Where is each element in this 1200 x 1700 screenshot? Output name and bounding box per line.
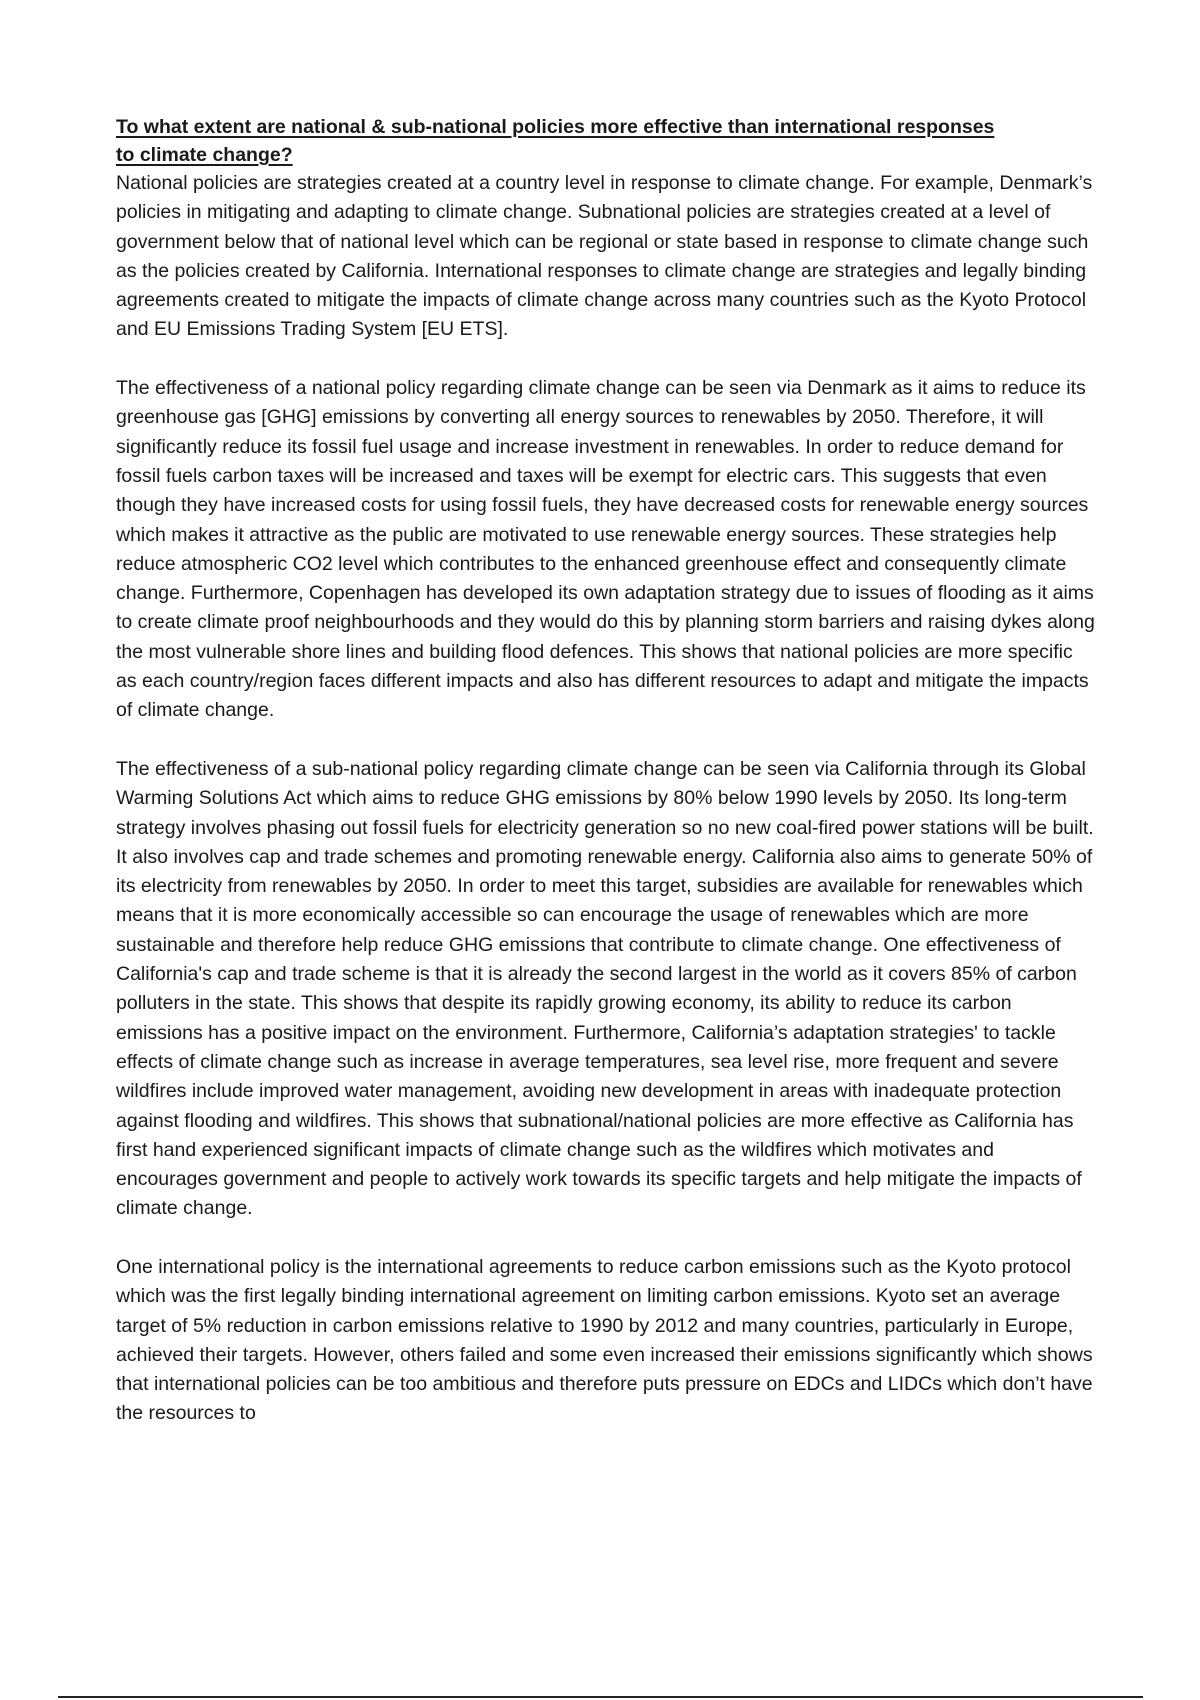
page-bottom-divider: [58, 1696, 1143, 1698]
paragraph-introduction: National policies are strategies created at a country level in response to climate change. For example, Denmark’s policies in mitigating and adapting to climate change. Subnational policies are strategies created at a level of government below that of national level which can be regional or state based in response to climate change such as the policies created by California. International responses to climate change are strategies and legally binding agreements created to mitigate the impacts of climate change across many countries such as the Kyoto Protocol and EU Emissions Trading System [EU ETS].: [116, 172, 1093, 341]
paragraph-subnational-policy: The effectiveness of a sub-national policy regarding climate change can be seen via California through its Global Warming Solutions Act which aims to reduce GHG emissions by 80% below 1990 levels by 2050. Its long-term strategy involves phasing out fossil fuels for electricity generation so no new coal-fired power stations will be built. It also involves cap and trade schemes and promoting renewable energy. California also aims to generate 50% of its electricity from renewables by 2050. In order to meet this target, subsidies are available for renewables which means that it is more economically accessible so can encourage the usage of renewables which are more sustainable and therefore help reduce GHG emissions that contribute to climate change. One effectiveness of California's cap and trade scheme is that it is already the second largest in the world as it covers 85% of carbon polluters in the state. This shows that despite its rapidly growing economy, its ability to reduce its carbon emissions has a positive impact on the environment. Furthermore, California’s adaptation strategies' to tackle effects of climate change such as increase in average temperatures, sea level rise, more frequent and severe wildfires include improved water management, avoiding new development in areas with inadequate protection against flooding and wildfires. This shows that subnational/national policies are more effective as California has first hand experienced significant impacts of climate change such as the wildfires which motivates and encourages government and people to actively work towards its specific targets and help mitigate the impacts of climate change.: [116, 757, 1094, 1220]
paragraph-international-policy: One international policy is the international agreements to reduce carbon emissions such as the Kyoto protocol which was the first legally binding international agreement on limiting carbon emissions. Kyoto set an average target of 5% reduction in carbon emissions relative to 1990 by 2012 and many countries, particularly in Europe, achieved their targets. However, others failed and some even increased their emissions significantly which shows that international policies can be too ambitious and therefore puts pressure on EDCs and LIDCs which don’t have the resources to: [116, 1255, 1093, 1425]
document-title: To what extent are national & sub-national policies more effective than international responses to climate change?: [116, 116, 995, 166]
document-body: [116, 113, 1096, 1458]
paragraph-national-policy: The effectiveness of a national policy regarding climate change can be seen via Denmark as it aims to reduce its greenhouse gas [GHG] emissions by converting all energy sources to renewables by 2050. Therefore, it will significantly reduce its fossil fuel usage and increase investment in renewables. In order to reduce demand for fossil fuels carbon taxes will be increased and taxes will be exempt for electric cars. This suggests that even though they have increased costs for using fossil fuels, they have decreased costs for renewable energy sources which makes it attractive as the public are motivated to use renewable energy sources. These strategies help reduce atmospheric CO2 level which contributes to the enhanced greenhouse effect and consequently climate change. Furthermore, Copenhagen has developed its own adaptation strategy due to issues of flooding as it aims to create climate proof neighbourhoods and they would do this by planning storm barriers and raising dykes along the most vulnerable shore lines and building flood defences. This shows that national policies are more specific as each country/region faces different impacts and also has different resources to adapt and mitigate the impacts of climate change.: [116, 377, 1095, 722]
